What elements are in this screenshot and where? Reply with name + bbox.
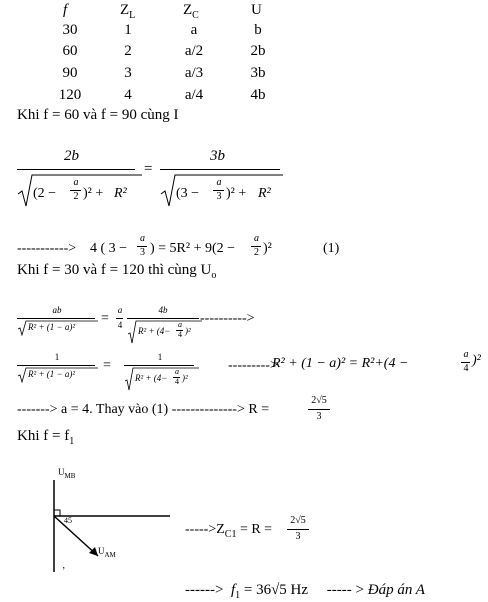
table-cell: b — [254, 22, 262, 38]
eq4-rhs-a: R² + (1 − a)² = R²+(4 − — [272, 356, 409, 371]
eq4-rhs-frac-num: a — [463, 349, 469, 360]
eq2-lhs-a: 4 ( 3 − — [90, 241, 128, 256]
eq1-left-bar — [17, 169, 135, 170]
eq3-arrow: ----------> — [200, 311, 255, 326]
table-header-f: f — [63, 2, 68, 18]
table-cell: 3 — [124, 65, 132, 81]
eq5-num: 2√5 — [290, 515, 306, 526]
eq1-equals: = — [144, 161, 153, 177]
table-cell: 4b — [250, 87, 266, 103]
table-cell: a/3 — [184, 65, 204, 81]
eq4-den-right-frac-den: 4 — [175, 377, 179, 386]
table-cell: 1 — [124, 22, 132, 38]
eq1-right-bar — [160, 169, 280, 170]
eq4-rhs-b: )² — [472, 353, 481, 368]
eq1-left-r2: R² — [114, 186, 127, 201]
eq1-left-frac-den: 2 — [73, 191, 79, 202]
eq1-left-numerator: 2b — [64, 148, 79, 164]
eq2-rhs-frac-den: 2 — [254, 247, 259, 258]
eq1-right-den-a: (3 − — [176, 186, 200, 201]
eq4-den-right-b: )² — [182, 373, 188, 383]
umb-label: $U_{MB}$ — [58, 467, 76, 480]
table-cell: 60 — [62, 43, 78, 59]
table-header-zl: $Z_L$ — [120, 2, 136, 21]
eq3-num-left: ab — [52, 305, 62, 315]
table-cell: 120 — [58, 87, 82, 103]
eq4-num-right: 1 — [157, 352, 163, 362]
eq2-tag: (1) — [323, 241, 340, 256]
eq5-den: 3 — [295, 531, 301, 542]
line3-r-num: 2√5 — [311, 395, 327, 406]
table-cell: a — [190, 22, 198, 38]
eq1-right-r2: R² — [258, 186, 271, 201]
eq2-rhs-frac-num: a — [254, 233, 259, 244]
final-answer-line: ------> $f_1 = 36√5$ Hz ----- > Đáp án A — [185, 582, 425, 601]
eq2-rhs-b: )² — [263, 241, 272, 256]
eq4-den-right-frac-num: a — [175, 367, 179, 376]
table-cell: 2 — [124, 43, 132, 59]
eq3-coef-den: 4 — [117, 320, 123, 330]
eq3-num-right: 4b — [158, 305, 168, 315]
eq3-coef-bar — [116, 318, 123, 319]
eq3-den-right-frac-num: a — [178, 320, 182, 329]
eq5-text: $----->Z_{C1} = R$ = — [185, 522, 273, 540]
line3-arrow: -------> a = 4. Thay vào (1) --------------> R = — [17, 402, 270, 417]
eq1-right-frac-num: a — [216, 177, 222, 188]
eq2-arrow: -----------> — [17, 241, 77, 256]
eq3-den-left: R² + (1 − a)² — [28, 322, 76, 332]
angle-label: 45 — [64, 516, 72, 525]
text-line-2: Khi f = 30 và f = 120 thì cùng $U_o$ — [17, 262, 217, 281]
eq2-lhs-b: ) = 5R² + 9(2 − — [150, 241, 236, 256]
table-header-zc: $Z_C$ — [183, 2, 199, 21]
text-line-4: Khi $f = f_1$ — [17, 428, 75, 447]
line3-r-den: 3 — [316, 411, 322, 422]
eq3-coef-num: a — [117, 305, 123, 315]
eq3-den-right-b: )² — [185, 326, 191, 336]
uam-vector — [54, 516, 98, 556]
eq3-den-right-a: R² + (4− — [138, 326, 171, 336]
right-angle-marker — [54, 510, 60, 516]
eq3-den-right-frac-den: 4 — [178, 330, 182, 339]
eq2-lhs-frac-num: a — [140, 233, 145, 244]
eq4-num-left: 1 — [54, 352, 60, 362]
eq4-den-right-a: R² + (4− — [135, 373, 168, 383]
eq3-equals: = — [101, 311, 109, 326]
table-cell: 3b — [250, 65, 266, 81]
eq4-den-left: R² + (1 − a)² — [28, 369, 76, 379]
eq1-right-numerator: 3b — [210, 148, 225, 164]
eq2-lhs-frac-den: 3 — [140, 247, 145, 258]
table-cell: a/4 — [184, 87, 204, 103]
line3-r-bar — [308, 409, 330, 410]
table-cell: 2b — [250, 43, 266, 59]
eq4-equals: = — [103, 358, 111, 373]
table-cell: 30 — [62, 22, 78, 38]
eq1-right-den-b: )² + — [226, 186, 247, 201]
table-cell: 90 — [62, 65, 78, 81]
text-line-1: Khi f = 60 và f = 90 cùng I — [17, 107, 179, 123]
table-header-u: U — [251, 2, 262, 18]
eq1-left-den-a: (2 − — [33, 186, 57, 201]
eq4-rhs-frac-den: 4 — [463, 363, 469, 374]
eq4-arrow: ---------> — [228, 358, 278, 373]
phasor-diagram-svg — [40, 470, 180, 580]
table-cell: 4 — [124, 87, 132, 103]
eq5-bar — [287, 529, 309, 530]
stray-mark: ’ — [62, 566, 66, 577]
eq1-left-frac-num: a — [73, 177, 79, 188]
eq1-right-frac-den: 3 — [216, 191, 222, 202]
eq1-left-den-b: )² + — [83, 186, 104, 201]
table-cell: a/2 — [184, 43, 204, 59]
uam-label: $U_{AM}$ — [98, 546, 116, 559]
